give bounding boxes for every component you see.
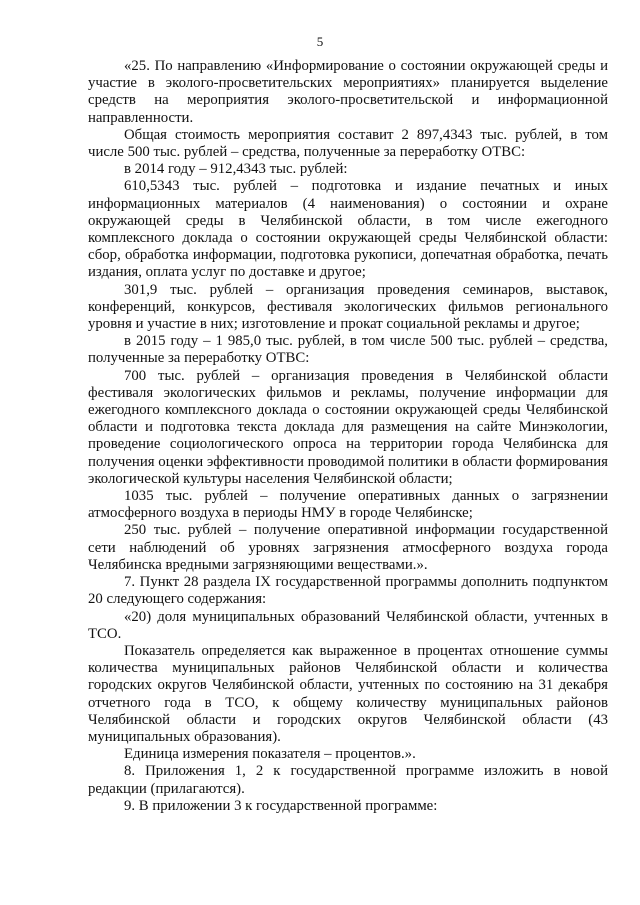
paragraph-unit: Единица измерения показателя – процентов.». <box>124 746 416 763</box>
paragraph-subitem-20: «20) доля муниципальных образований Челябинской области, учтенных в ТСО. <box>88 608 608 642</box>
paragraph-item-7: 7. Пункт 28 раздела IX государственной программы дополнить подпунктом 20 следующего содержания: <box>88 574 608 608</box>
paragraph-2014-total: в 2014 году – 912,4343 тыс. рублей: <box>124 161 348 178</box>
paragraph-2015-total: в 2015 году – 1 985,0 тыс. рублей, в том числе 500 тыс. рублей – средства, полученные за переработку ОТВС: <box>88 333 608 367</box>
paragraph-total-cost: Общая стоимость мероприятия составит 2 897,4343 тыс. рублей, в том числе 500 тыс. рублей – средства, полученные за переработку ОТВС: <box>88 126 608 161</box>
page-number: 5 <box>316 34 324 49</box>
paragraph-item-8: 8. Приложения 1, 2 к государственной программе изложить в новой редакции (прилагаются). <box>88 763 608 797</box>
paragraph-2015-monitoring: 250 тыс. рублей – получение оперативной информации государственной сети наблюдений об уровнях загрязнения атмосферного воздуха города Челябинска вредными загрязняющими веществами.». <box>88 522 608 573</box>
paragraph-2015-air-data: 1035 тыс. рублей – получение оперативных данных о загрязнении атмосферного воздуха в периоды НМУ в городе Челябинске; <box>88 488 608 522</box>
paragraph-item-9: 9. В приложении 3 к государственной программе: <box>124 797 438 814</box>
paragraph-indicator-definition: Показатель определяется как выраженное в процентах отношение суммы количества муниципальных районов Челябинской области и количества городских округов Челябинской области, учтенных по состоянию на 31 декабря отчетного года в ТСО, к общему количеству муниципальных районов Челябинской области и городских округов Челябинской области (43 муниципальных образования). <box>88 642 608 745</box>
document-body <box>88 58 608 815</box>
paragraph-item-25-intro: «25. По направлению «Информирование о состоянии окружающей среды и участие в эколого-просветительских мероприятиях» планируется выделение средств на мероприятия эколого-просветительской и информационной направленности. <box>88 58 608 126</box>
paragraph-2014-publishing: 610,5343 тыс. рублей – подготовка и издание печатных и иных информационных материалов (4 наименования) о состоянии и охране окружающей среды в Челябинской области, в том числе ежегодного комплексного доклада о состоянии окружающей среды Челябинской области: сбор, обработка информации, подготовка рукописи, допечатная обработка, печать издания, оплата услуг по доставке и другое; <box>88 178 608 281</box>
paragraph-2015-festival: 700 тыс. рублей – организация проведения в Челябинской области фестиваля экологических фильмов и рекламы, получение информации для ежегодного комплексного доклада о состоянии окружающей среды Челябинской области и подготовка текста доклада для размещения на сайте Минэкологии, проведение социологического опроса на территории города Челябинска для получения оценки эффективности проводимой политики в области формирования экологической культуры населения Челябинской области; <box>88 367 608 487</box>
paragraph-2014-events: 301,9 тыс. рублей – организация проведения семинаров, выставок, конференций, конкурсов, фестиваля экологических фильмов регионального уровня и участие в них; изготовление и прокат социальной рекламы и другое; <box>88 281 608 333</box>
